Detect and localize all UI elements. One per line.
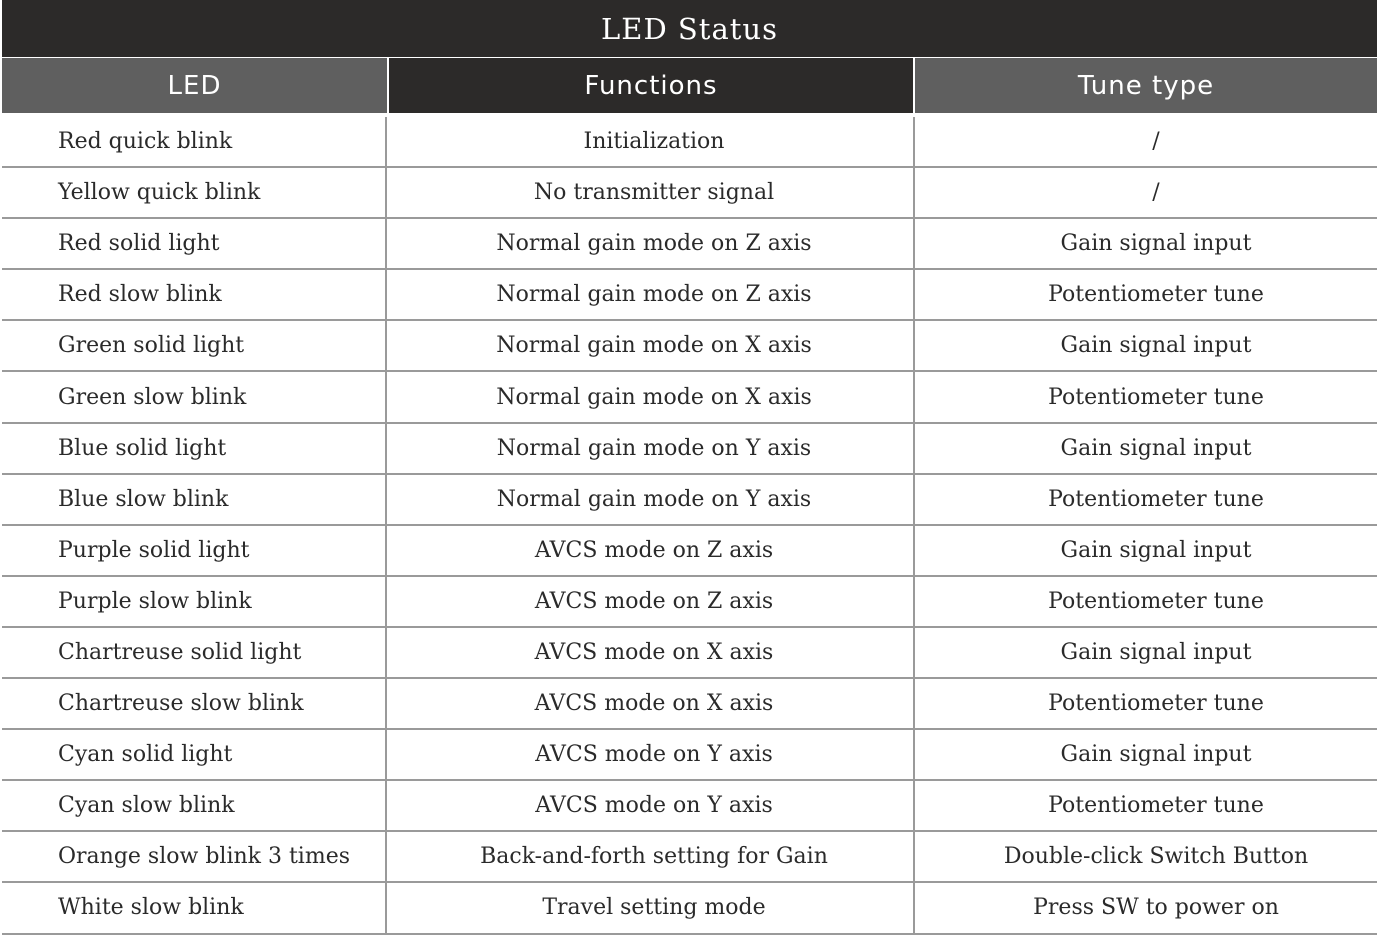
header-led: LED: [2, 58, 387, 113]
led-cell: Red quick blink: [2, 117, 387, 166]
tune-cell: Potentiometer tune: [1048, 384, 1264, 410]
function-cell: AVCS mode on Z axis: [387, 577, 915, 626]
function-cell: AVCS mode on Y axis: [387, 781, 915, 830]
table-row: [2, 628, 1377, 679]
table-row: [2, 117, 1377, 168]
table-row: [2, 321, 1377, 372]
led-cell: Blue solid light: [2, 424, 387, 473]
led-cell: Cyan slow blink: [2, 781, 387, 830]
table-row: [2, 679, 1377, 730]
led-cell: Green solid light: [2, 321, 387, 370]
header-tune-type: Tune type: [915, 58, 1377, 113]
function-cell: Initialization: [387, 117, 915, 166]
led-cell: White slow blink: [2, 883, 387, 932]
led-cell: Red slow blink: [2, 270, 387, 319]
led-cell: Cyan solid light: [2, 730, 387, 779]
tune-cell: Gain signal input: [1060, 231, 1252, 257]
function-cell: AVCS mode on X axis: [387, 679, 915, 728]
table-header-row: [2, 58, 1377, 113]
table-row: [2, 526, 1377, 577]
tune-cell: Gain signal input: [1060, 639, 1252, 665]
table-row: [2, 730, 1377, 781]
table-row: [2, 475, 1377, 526]
tune-cell: Potentiometer tune: [1048, 588, 1264, 614]
tune-cell: Gain signal input: [1060, 333, 1252, 359]
function-cell: AVCS mode on X axis: [387, 628, 915, 677]
table-row: [2, 832, 1377, 883]
table-row: [2, 372, 1377, 423]
tune-cell: Double-click Switch Button: [1003, 844, 1309, 870]
led-cell: Blue slow blink: [2, 475, 387, 524]
table-row: [2, 168, 1377, 219]
led-cell: Chartreuse solid light: [2, 628, 387, 677]
led-cell: Purple slow blink: [2, 577, 387, 626]
table-row: [2, 270, 1377, 321]
tune-cell: Potentiometer tune: [1048, 691, 1264, 717]
function-cell: Normal gain mode on X axis: [387, 321, 915, 370]
table-body: [2, 117, 1377, 935]
led-cell: Chartreuse slow blink: [2, 679, 387, 728]
function-cell: Back-and-forth setting for Gain: [387, 832, 915, 881]
table-row: [2, 424, 1377, 475]
function-cell: No transmitter signal: [387, 168, 915, 217]
led-cell: Orange slow blink 3 times: [2, 832, 387, 881]
table-row: [2, 883, 1377, 934]
table-title: LED Status: [2, 0, 1377, 57]
table-row: [2, 577, 1377, 628]
function-cell: AVCS mode on Y axis: [387, 730, 915, 779]
tune-cell: Gain signal input: [1060, 742, 1252, 768]
tune-cell: Gain signal input: [1060, 435, 1252, 461]
function-cell: Normal gain mode on Z axis: [387, 270, 915, 319]
function-cell: Travel setting mode: [387, 883, 915, 932]
table-row: [2, 781, 1377, 832]
function-cell: Normal gain mode on Y axis: [387, 475, 915, 524]
function-cell: Normal gain mode on Y axis: [387, 424, 915, 473]
function-cell: Normal gain mode on Z axis: [387, 219, 915, 268]
led-cell: Red solid light: [2, 219, 387, 268]
tune-cell: Potentiometer tune: [1048, 793, 1264, 819]
table-row: [2, 219, 1377, 270]
led-cell: Green slow blink: [2, 372, 387, 421]
tune-cell: /: [1152, 129, 1160, 155]
tune-cell: Gain signal input: [1060, 537, 1252, 563]
led-cell: Purple solid light: [2, 526, 387, 575]
tune-cell: /: [1152, 180, 1160, 206]
header-functions: Functions: [389, 58, 913, 113]
tune-cell: Press SW to power on: [1033, 895, 1279, 921]
function-cell: AVCS mode on Z axis: [387, 526, 915, 575]
function-cell: Normal gain mode on X axis: [387, 372, 915, 421]
tune-cell: Potentiometer tune: [1048, 282, 1264, 308]
tune-cell: Potentiometer tune: [1048, 486, 1264, 512]
led-cell: Yellow quick blink: [2, 168, 387, 217]
